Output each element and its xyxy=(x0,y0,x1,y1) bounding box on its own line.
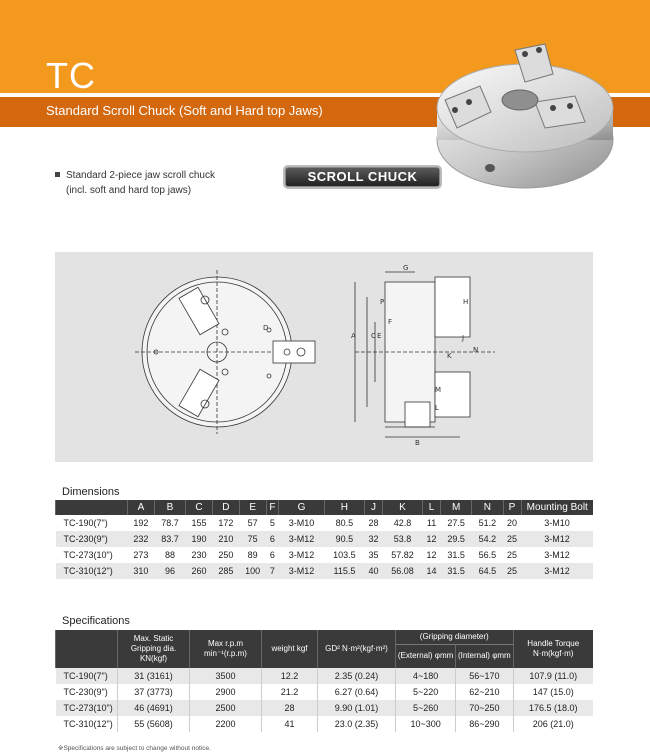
col-header-internal: (Internal) φmm xyxy=(456,644,513,668)
table-cell: 285 xyxy=(212,563,239,579)
svg-text:A: A xyxy=(351,332,356,340)
svg-text:E: E xyxy=(377,332,382,340)
table-cell: 3-M12 xyxy=(279,531,325,547)
table-cell: 56.08 xyxy=(382,563,422,579)
col-header-gd: GD² N·m²(kgf·m²) xyxy=(318,630,396,668)
table-cell: 310 xyxy=(128,563,155,579)
table-cell: 260 xyxy=(186,563,213,579)
svg-text:C: C xyxy=(371,332,376,340)
table-cell: 190 xyxy=(186,531,213,547)
col-header: B xyxy=(154,500,185,515)
table-cell: 14 xyxy=(423,563,441,579)
table-cell: 2900 xyxy=(190,684,262,700)
table-cell: 3-M12 xyxy=(288,550,315,560)
col-header-static: Max. Static Gripping dia. KN(kgf) xyxy=(118,630,190,668)
svg-text:F: F xyxy=(388,318,393,326)
table-cell: 75 xyxy=(239,531,266,547)
table-cell: 5 xyxy=(269,518,275,528)
table-cell: TC-190(7") xyxy=(63,518,108,528)
table-cell: TC-190(7") xyxy=(56,668,118,684)
table-row xyxy=(56,563,594,579)
specifications-table xyxy=(55,630,593,732)
table-cell: 250 xyxy=(218,550,234,560)
svg-text:H: H xyxy=(463,298,469,306)
svg-text:N: N xyxy=(473,346,479,354)
table-cell: 6 xyxy=(269,550,275,560)
table-cell: 96 xyxy=(154,563,185,579)
svg-text:G: G xyxy=(403,264,409,272)
table-row xyxy=(56,547,594,563)
table-cell: 55 (5608) xyxy=(118,716,190,732)
col-header: D xyxy=(212,500,239,515)
table-cell: 3-M12 xyxy=(544,550,570,560)
svg-text:B: B xyxy=(415,439,420,447)
table-cell: 5~260 xyxy=(396,700,456,716)
table-cell: TC-310(12") xyxy=(56,563,128,579)
table-cell: 35 xyxy=(368,550,379,560)
table-cell: 155 xyxy=(191,518,207,528)
table-cell: 273 xyxy=(133,550,149,560)
technical-drawing xyxy=(55,252,593,462)
specifications-body xyxy=(56,668,594,732)
table-cell: 28 xyxy=(262,700,318,716)
col-header-torque: Handle Torque N·m(kgf·m) xyxy=(513,630,593,668)
svg-text:M: M xyxy=(435,386,442,394)
table-cell: 192 xyxy=(133,518,149,528)
table-cell: 10~300 xyxy=(396,716,456,732)
table-cell: 172 xyxy=(218,518,234,528)
table-cell: 25 xyxy=(507,550,518,560)
table-cell: 46 (4691) xyxy=(118,700,190,716)
footnote: ※Specifications are subject to change without notice. xyxy=(58,745,211,752)
table-row xyxy=(56,716,594,732)
table-cell: 210 xyxy=(212,531,239,547)
table-cell: 56~170 xyxy=(456,668,513,684)
table-cell: 2500 xyxy=(190,700,262,716)
table-cell: 5~220 xyxy=(396,684,456,700)
table-cell: TC-230(9") xyxy=(63,687,108,697)
bullet-icon xyxy=(55,172,60,177)
table-cell: 206 (21.0) xyxy=(513,716,593,732)
table-cell: TC-230(9") xyxy=(56,531,128,547)
table-cell: 64.5 xyxy=(472,563,503,579)
table-cell: 2.35 (0.24) xyxy=(318,668,396,684)
col-header: H xyxy=(324,500,364,515)
col-header: A xyxy=(128,500,155,515)
table-cell: 41 xyxy=(262,716,318,732)
specifications-title: Specifications xyxy=(62,615,130,627)
svg-text:J: J xyxy=(462,334,465,342)
table-cell: 89 xyxy=(247,550,258,560)
table-row xyxy=(56,668,594,684)
table-cell: 20 xyxy=(507,518,518,528)
table-cell: 31.5 xyxy=(440,563,471,579)
table-cell: 103.5 xyxy=(333,550,356,560)
table-cell: 21.2 xyxy=(262,684,318,700)
table-cell: TC-273(10") xyxy=(56,700,118,716)
table-cell: 80.5 xyxy=(335,518,354,528)
col-header: M xyxy=(440,500,471,515)
col-header: C xyxy=(186,500,213,515)
svg-text:P: P xyxy=(380,298,385,306)
table-cell: 88 xyxy=(164,550,175,560)
table-cell: 23.0 (2.35) xyxy=(318,716,396,732)
col-header: J xyxy=(365,500,383,515)
table-cell: 57 xyxy=(247,518,258,528)
svg-text:K: K xyxy=(447,352,452,360)
table-cell: 6 xyxy=(266,531,279,547)
dimensions-table xyxy=(55,500,593,579)
table-cell: 115.5 xyxy=(324,563,364,579)
table-cell: 51.2 xyxy=(478,518,497,528)
table-cell: 40 xyxy=(365,563,383,579)
col-header: G xyxy=(279,500,325,515)
svg-text:L: L xyxy=(435,404,439,412)
col-header-model xyxy=(56,630,118,668)
front-view xyxy=(135,270,315,434)
col-header: P xyxy=(503,500,521,515)
table-cell: 3500 xyxy=(190,668,262,684)
table-cell: 78.7 xyxy=(161,518,179,528)
col-header-rpm: Max r.p.m min⁻¹(r.p.m) xyxy=(190,630,262,668)
side-view xyxy=(355,272,495,437)
product-image xyxy=(425,30,625,190)
table-cell: 2200 xyxy=(190,716,262,732)
table-cell: 12.2 xyxy=(262,668,318,684)
table-cell: 70~250 xyxy=(456,700,513,716)
table-cell: 54.2 xyxy=(472,531,503,547)
col-header: N xyxy=(472,500,503,515)
table-cell: TC-310(12") xyxy=(63,719,113,729)
table-cell: 25 xyxy=(503,563,521,579)
scroll-chuck-badge: SCROLL CHUCK xyxy=(285,167,440,187)
dimensions-title: Dimensions xyxy=(62,486,120,498)
table-cell: 57.82 xyxy=(391,550,414,560)
table-cell: 28 xyxy=(368,518,379,528)
table-cell: 4~180 xyxy=(396,668,456,684)
table-cell: 232 xyxy=(128,531,155,547)
col-header: K xyxy=(382,500,422,515)
dimensions-body xyxy=(56,515,594,579)
table-cell: 3-M12 xyxy=(279,563,325,579)
table-cell: 31 (3161) xyxy=(118,668,190,684)
table-cell: 27.5 xyxy=(447,518,465,528)
table-cell: 83.7 xyxy=(154,531,185,547)
col-header: L xyxy=(423,500,441,515)
table-cell: 147 (15.0) xyxy=(513,684,593,700)
table-cell: 12 xyxy=(423,531,441,547)
table-cell: 107.9 (11.0) xyxy=(513,668,593,684)
col-header: Mounting Bolt xyxy=(521,500,593,515)
table-cell: 32 xyxy=(365,531,383,547)
table-cell: 9.90 (1.01) xyxy=(318,700,396,716)
table-cell: 176.5 (18.0) xyxy=(513,700,593,716)
table-cell: 62~210 xyxy=(456,684,513,700)
table-row xyxy=(56,515,594,531)
table-cell: 3-M10 xyxy=(288,518,315,528)
col-header: E xyxy=(239,500,266,515)
table-cell: 25 xyxy=(503,531,521,547)
table-cell: 3-M10 xyxy=(544,518,570,528)
spec-header-row xyxy=(56,630,594,644)
table-cell: 31.5 xyxy=(447,550,465,560)
col-header-external: (External) φmm xyxy=(396,644,456,668)
technical-drawing-panel xyxy=(55,252,593,462)
col-header-gripping: (Gripping diameter) xyxy=(396,630,514,644)
table-cell: 3-M12 xyxy=(521,563,593,579)
table-cell: 37 (3773) xyxy=(118,684,190,700)
table-cell: 7 xyxy=(266,563,279,579)
table-cell: 53.8 xyxy=(382,531,422,547)
table-row xyxy=(56,684,594,700)
intro-line-2: (incl. soft and hard top jaws) xyxy=(66,185,192,196)
dimensions-header-row xyxy=(56,500,594,515)
col-header-weight: weight kgf xyxy=(262,630,318,668)
col-header: F xyxy=(266,500,279,515)
table-row xyxy=(56,531,594,547)
col-header xyxy=(56,500,128,515)
table-row xyxy=(56,700,594,716)
table-cell: 29.5 xyxy=(440,531,471,547)
intro-text-1: Standard 2-piece jaw scroll chuck xyxy=(66,170,215,181)
table-cell: 86~290 xyxy=(456,716,513,732)
intro-line-1 xyxy=(55,170,215,181)
table-cell: TC-273(10") xyxy=(63,550,113,560)
table-cell: 90.5 xyxy=(324,531,364,547)
page-subtitle: Standard Scroll Chuck (Soft and Hard top Jaws) xyxy=(46,103,323,118)
svg-text:D: D xyxy=(263,324,269,332)
page-title: TC xyxy=(46,55,96,96)
table-cell: 230 xyxy=(191,550,207,560)
table-cell: 100 xyxy=(239,563,266,579)
table-cell: 6.27 (0.64) xyxy=(318,684,396,700)
table-cell: 3-M12 xyxy=(521,531,593,547)
table-cell: 56.5 xyxy=(478,550,497,560)
table-cell: 11 xyxy=(426,518,437,528)
table-cell: 12 xyxy=(426,550,437,560)
table-cell: 42.8 xyxy=(393,518,412,528)
